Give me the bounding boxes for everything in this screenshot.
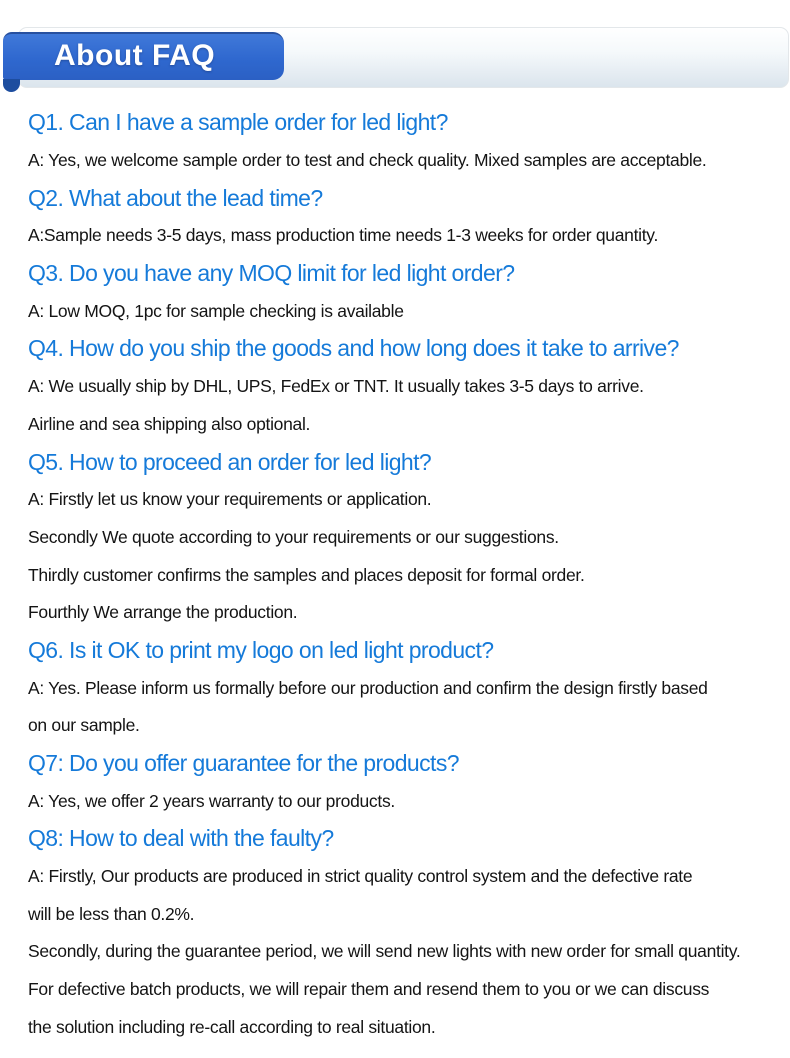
faq-answer-line: A:Sample needs 3-5 days, mass production time needs 1-3 weeks for order quantity. xyxy=(28,225,659,246)
faq-answer-line: Fourthly We arrange the production. xyxy=(28,602,298,623)
faq-answer-line: will be less than 0.2%. xyxy=(28,903,195,924)
faq-answer-line: the solution including re-call according to real situation. xyxy=(28,1016,436,1037)
faq-question: Q5. How to proceed an order for led light? xyxy=(28,448,432,475)
faq-question: Q8: How to deal with the faulty? xyxy=(28,825,334,852)
faq-item-q6 xyxy=(28,632,786,745)
page-title: About FAQ xyxy=(54,39,216,72)
faq-answer-line: A: Yes, we offer 2 years warranty to our products. xyxy=(28,790,395,811)
faq-answer-line: Secondly We quote according to your requirements or our suggestions. xyxy=(28,526,559,547)
faq-answer-line: Thirdly customer confirms the samples and places deposit for formal order. xyxy=(28,564,585,585)
faq-answer-line: A: Firstly let us know your requirements or application. xyxy=(28,489,432,510)
faq-header xyxy=(0,0,790,100)
faq-item-q5 xyxy=(28,443,786,631)
ribbon-fold-corner xyxy=(3,79,20,92)
faq-answer-line: Airline and sea shipping also optional. xyxy=(28,413,311,434)
faq-item-q7 xyxy=(28,745,786,820)
faq-title-ribbon xyxy=(3,32,284,80)
faq-question: Q7: Do you offer guarantee for the products? xyxy=(28,750,459,777)
faq-answer-line: A: Yes, we welcome sample order to test and check quality. Mixed samples are acceptable. xyxy=(28,150,707,171)
faq-question: Q2. What about the lead time? xyxy=(28,184,323,211)
faq-item-q2 xyxy=(28,179,786,254)
faq-question: Q3. Do you have any MOQ limit for led light order? xyxy=(28,260,515,287)
faq-item-q1 xyxy=(28,104,786,179)
faq-question: Q1. Can I have a sample order for led light? xyxy=(28,109,448,136)
faq-item-q4 xyxy=(28,330,786,443)
faq-question: Q4. How do you ship the goods and how long does it take to arrive? xyxy=(28,335,679,362)
faq-item-q8 xyxy=(28,820,786,1046)
faq-answer-line: A: Low MOQ, 1pc for sample checking is available xyxy=(28,300,404,321)
faq-answer-line: Secondly, during the guarantee period, we will send new lights with new order for small quantity. xyxy=(28,941,741,962)
faq-question: Q6. Is it OK to print my logo on led light product? xyxy=(28,636,494,663)
faq-item-q3 xyxy=(28,255,786,330)
faq-answer-line: A: We usually ship by DHL, UPS, FedEx or TNT. It usually takes 3-5 days to arrive. xyxy=(28,376,644,397)
faq-answer-line: A: Yes. Please inform us formally before our production and confirm the design firstly based xyxy=(28,677,708,698)
faq-answer-line: on our sample. xyxy=(28,715,140,736)
faq-list xyxy=(28,104,786,1046)
faq-answer-line: A: Firstly, Our products are produced in strict quality control system and the defective rate xyxy=(28,866,693,887)
faq-answer-line: For defective batch products, we will repair them and resend them to you or we can discuss xyxy=(28,979,710,1000)
